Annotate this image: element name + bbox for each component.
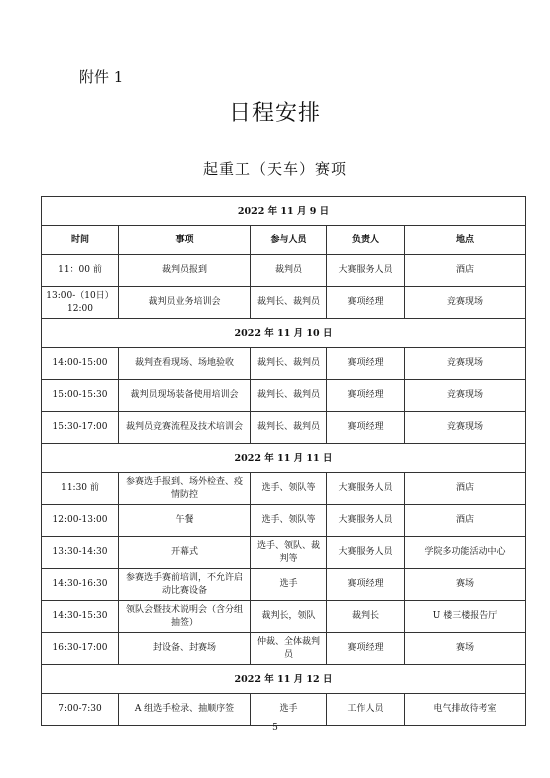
table-cell: U 楼三楼报告厅 <box>405 601 526 633</box>
date-row <box>42 665 526 694</box>
event-subtitle: 起重工（天车）赛项 <box>202 160 347 178</box>
date-cell: 2022 年 11 月 12 日 <box>42 665 526 694</box>
column-header: 地点 <box>405 226 526 255</box>
date-cell: 2022 年 11 月 9 日 <box>42 197 526 226</box>
table-cell: 选手、领队等 <box>251 505 327 537</box>
table-cell: 裁判员竞赛流程及技术培训会 <box>119 412 251 444</box>
table-row <box>42 633 526 665</box>
table-cell: 选手 <box>251 694 327 726</box>
table-cell: 11:30 前 <box>42 473 119 505</box>
column-header: 负责人 <box>327 226 405 255</box>
table-cell: 竞赛现场 <box>405 287 526 319</box>
table-cell: 赛项经理 <box>327 287 405 319</box>
table-cell: A 组选手检录、抽顺序签 <box>119 694 251 726</box>
table-cell: 竞赛现场 <box>405 348 526 380</box>
table-cell: 裁判长 <box>327 601 405 633</box>
table-cell: 裁判员业务培训会 <box>119 287 251 319</box>
table-row <box>42 348 526 380</box>
table-cell: 赛场 <box>405 569 526 601</box>
table-cell: 裁判长，领队 <box>251 601 327 633</box>
table-cell: 开幕式 <box>119 537 251 569</box>
table-cell: 赛项经理 <box>327 569 405 601</box>
table-cell: 竞赛现场 <box>405 412 526 444</box>
attachment-label: 附件 1 <box>79 68 124 86</box>
schedule-table <box>41 196 526 726</box>
table-row <box>42 473 526 505</box>
table-cell: 赛项经理 <box>327 633 405 665</box>
table-cell: 赛项经理 <box>327 380 405 412</box>
table-row <box>42 287 526 319</box>
table-row <box>42 380 526 412</box>
table-row <box>42 537 526 569</box>
table-cell: 13:00-（10日）12:00 <box>42 287 119 319</box>
table-row <box>42 569 526 601</box>
table-cell: 裁判长、裁判员 <box>251 412 327 444</box>
table-cell: 裁判员现场装备使用培训会 <box>119 380 251 412</box>
page-title: 日程安排 <box>228 101 321 126</box>
table-row <box>42 505 526 537</box>
table-cell: 大赛服务人员 <box>327 505 405 537</box>
table-cell: 裁判长、裁判员 <box>251 348 327 380</box>
table-cell: 选手 <box>251 569 327 601</box>
table-cell: 选手、领队、裁判等 <box>251 537 327 569</box>
table-cell: 参赛选手报到、场外检查、疫情防控 <box>119 473 251 505</box>
table-cell: 学院多功能活动中心 <box>405 537 526 569</box>
table-cell: 13:30-14:30 <box>42 537 119 569</box>
date-row <box>42 444 526 473</box>
page-number: 5 <box>272 723 278 733</box>
table-cell: 午餐 <box>119 505 251 537</box>
table-cell: 14:30-15:30 <box>42 601 119 633</box>
table-cell: 14:00-15:00 <box>42 348 119 380</box>
table-cell: 16:30-17:00 <box>42 633 119 665</box>
column-header: 参与人员 <box>251 226 327 255</box>
table-cell: 酒店 <box>405 505 526 537</box>
table-cell: 仲裁、全体裁判员 <box>251 633 327 665</box>
table-row <box>42 412 526 444</box>
table-cell: 大赛服务人员 <box>327 537 405 569</box>
header-row <box>42 226 526 255</box>
table-cell: 裁判员报到 <box>119 255 251 287</box>
table-cell: 选手、领队等 <box>251 473 327 505</box>
table-cell: 12:00-13:00 <box>42 505 119 537</box>
table-cell: 大赛服务人员 <box>327 473 405 505</box>
table-cell: 酒店 <box>405 473 526 505</box>
table-cell: 赛项经理 <box>327 412 405 444</box>
table-cell: 电气排故待考室 <box>405 694 526 726</box>
table-cell: 裁判查看现场、场地验收 <box>119 348 251 380</box>
table-cell: 赛项经理 <box>327 348 405 380</box>
table-row <box>42 694 526 726</box>
table-cell: 酒店 <box>405 255 526 287</box>
table-row <box>42 601 526 633</box>
table-cell: 裁判长、裁判员 <box>251 287 327 319</box>
table-cell: 14:30-16:30 <box>42 569 119 601</box>
table-cell: 赛场 <box>405 633 526 665</box>
table-cell: 11：00 前 <box>42 255 119 287</box>
table-cell: 15:30-17:00 <box>42 412 119 444</box>
table-cell: 参赛选手赛前培训，不允许启动比赛设备 <box>119 569 251 601</box>
column-header: 事项 <box>119 226 251 255</box>
table-cell: 封设备、封赛场 <box>119 633 251 665</box>
table-cell: 大赛服务人员 <box>327 255 405 287</box>
table-cell: 工作人员 <box>327 694 405 726</box>
date-row <box>42 319 526 348</box>
table-row <box>42 255 526 287</box>
table-cell: 15:00-15:30 <box>42 380 119 412</box>
date-row <box>42 197 526 226</box>
column-header: 时间 <box>42 226 119 255</box>
table-cell: 裁判员 <box>251 255 327 287</box>
date-cell: 2022 年 11 月 11 日 <box>42 444 526 473</box>
table-cell: 领队会暨技术说明会（含分组抽签） <box>119 601 251 633</box>
table-cell: 竞赛现场 <box>405 380 526 412</box>
table-cell: 裁判长、裁判员 <box>251 380 327 412</box>
table-cell: 7:00-7:30 <box>42 694 119 726</box>
date-cell: 2022 年 11 月 10 日 <box>42 319 526 348</box>
